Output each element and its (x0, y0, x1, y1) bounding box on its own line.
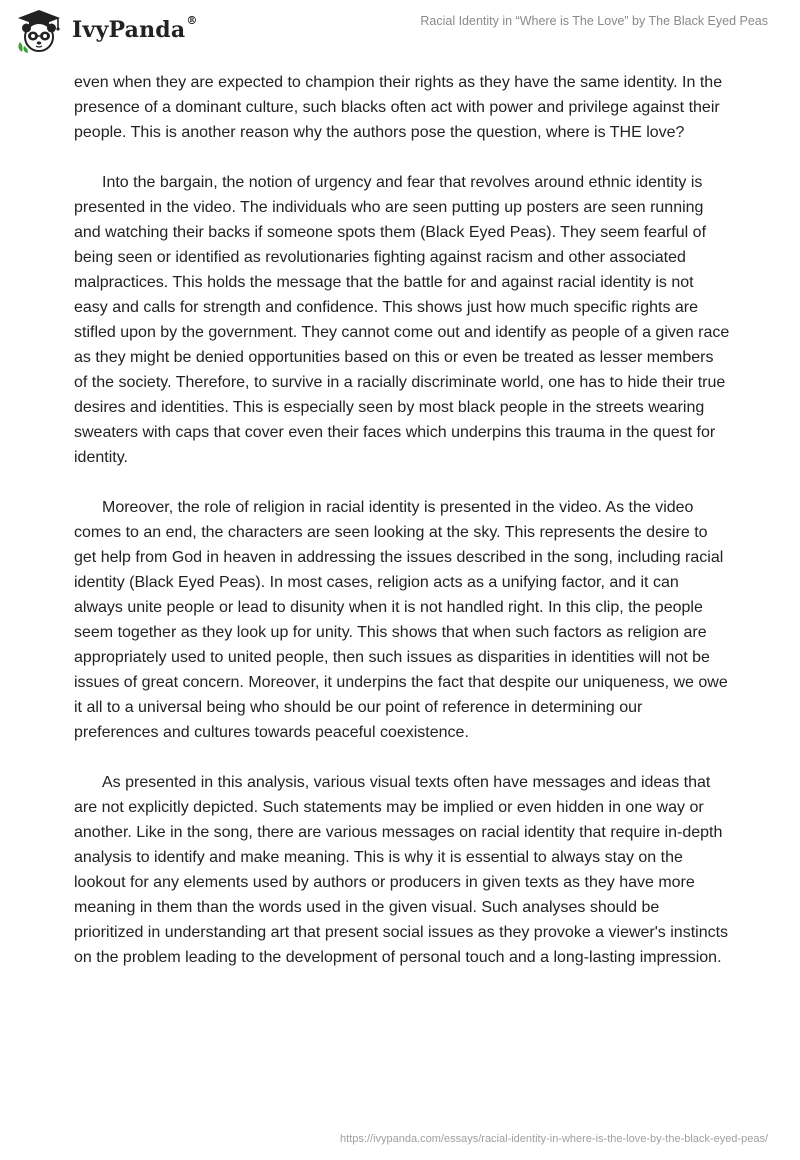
paragraph-religion: Moreover, the role of religion in racial identity is presented in the video. As the video comes to an end, the characters are seen looking at the sky. This represents the desire to get help from God in heaven in addressing the issues described in the song, including racial identity (Black Eyed Peas). In most cases, religion acts as a unifying factor, and it can always unite people or lead to disunity when it is not handled right. In this clip, the people seem together as they look up for unity. This shows that when such factors as religion are appropriately used to united people, then such issues as disparities in identities will not be issues of great concern. Moreover, it underpins the fact that despite our uniqueness, we owe it all to a universal being who should be our point of reference in determining our preferences and cultures towards peaceful coexistence. (74, 499, 728, 741)
essay-body (74, 70, 730, 995)
paragraph-continuation: even when they are expected to champion their rights as they have the same identity. In the presence of a dominant culture, such blacks often act with power and privilege against their people. This is another reason why the authors pose the question, where is THE love? (74, 74, 723, 141)
source-url[interactable]: https://ivypanda.com/essays/racial-identity-in-where-is-the-love-by-the-black-eyed-peas/ (340, 1133, 768, 1145)
ivypanda-logo[interactable] (14, 8, 198, 54)
paragraph-urgency-fear: Into the bargain, the notion of urgency and fear that revolves around ethnic identity is presented in the video. The individuals who are seen putting up posters are seen running and watching their backs if someone spots them (Black Eyed Peas). They seem fearful of being seen or identified as revolutionaries fighting against racism and other associated malpractices. This holds the message that the battle for and against racial identity is not easy and calls for strength and confidence. This shows just how much specific rights are stifled upon by the government. They cannot come out and identify as people of a given race as they might be denied opportunities based on this or even be treated as lesser members of the society. Therefore, to survive in a racially discriminate world, one has to hide their true desires and identities. This is especially seen by most black people in the streets wearing sweaters with caps that cover even their faces which underpins this trauma in the quest for identity. (74, 174, 730, 466)
panda-graduate-icon (14, 8, 64, 54)
paragraph-conclusion: As presented in this analysis, various visual texts often have messages and ideas that are not explicitly depicted. Such statements may be implied or even hidden in one way or another. Like in the song, there are various messages on racial identity that require in-depth analysis to identify and make meaning. This is why it is essential to always stay on the lookout for any elements used by authors or producers in given texts as they have more meaning in them than the words used in the given visual. Such analyses should be prioritized in understanding art that present social issues as they provoke a viewer's instincts on the problem leading to the development of personal touch and a long-lasting impression. (74, 774, 729, 966)
document-title: Racial Identity in “Where is The Love” by The Black Eyed Peas (420, 14, 768, 28)
page-header (0, 0, 800, 66)
logo-wordmark: IvyPanda® (72, 14, 198, 43)
